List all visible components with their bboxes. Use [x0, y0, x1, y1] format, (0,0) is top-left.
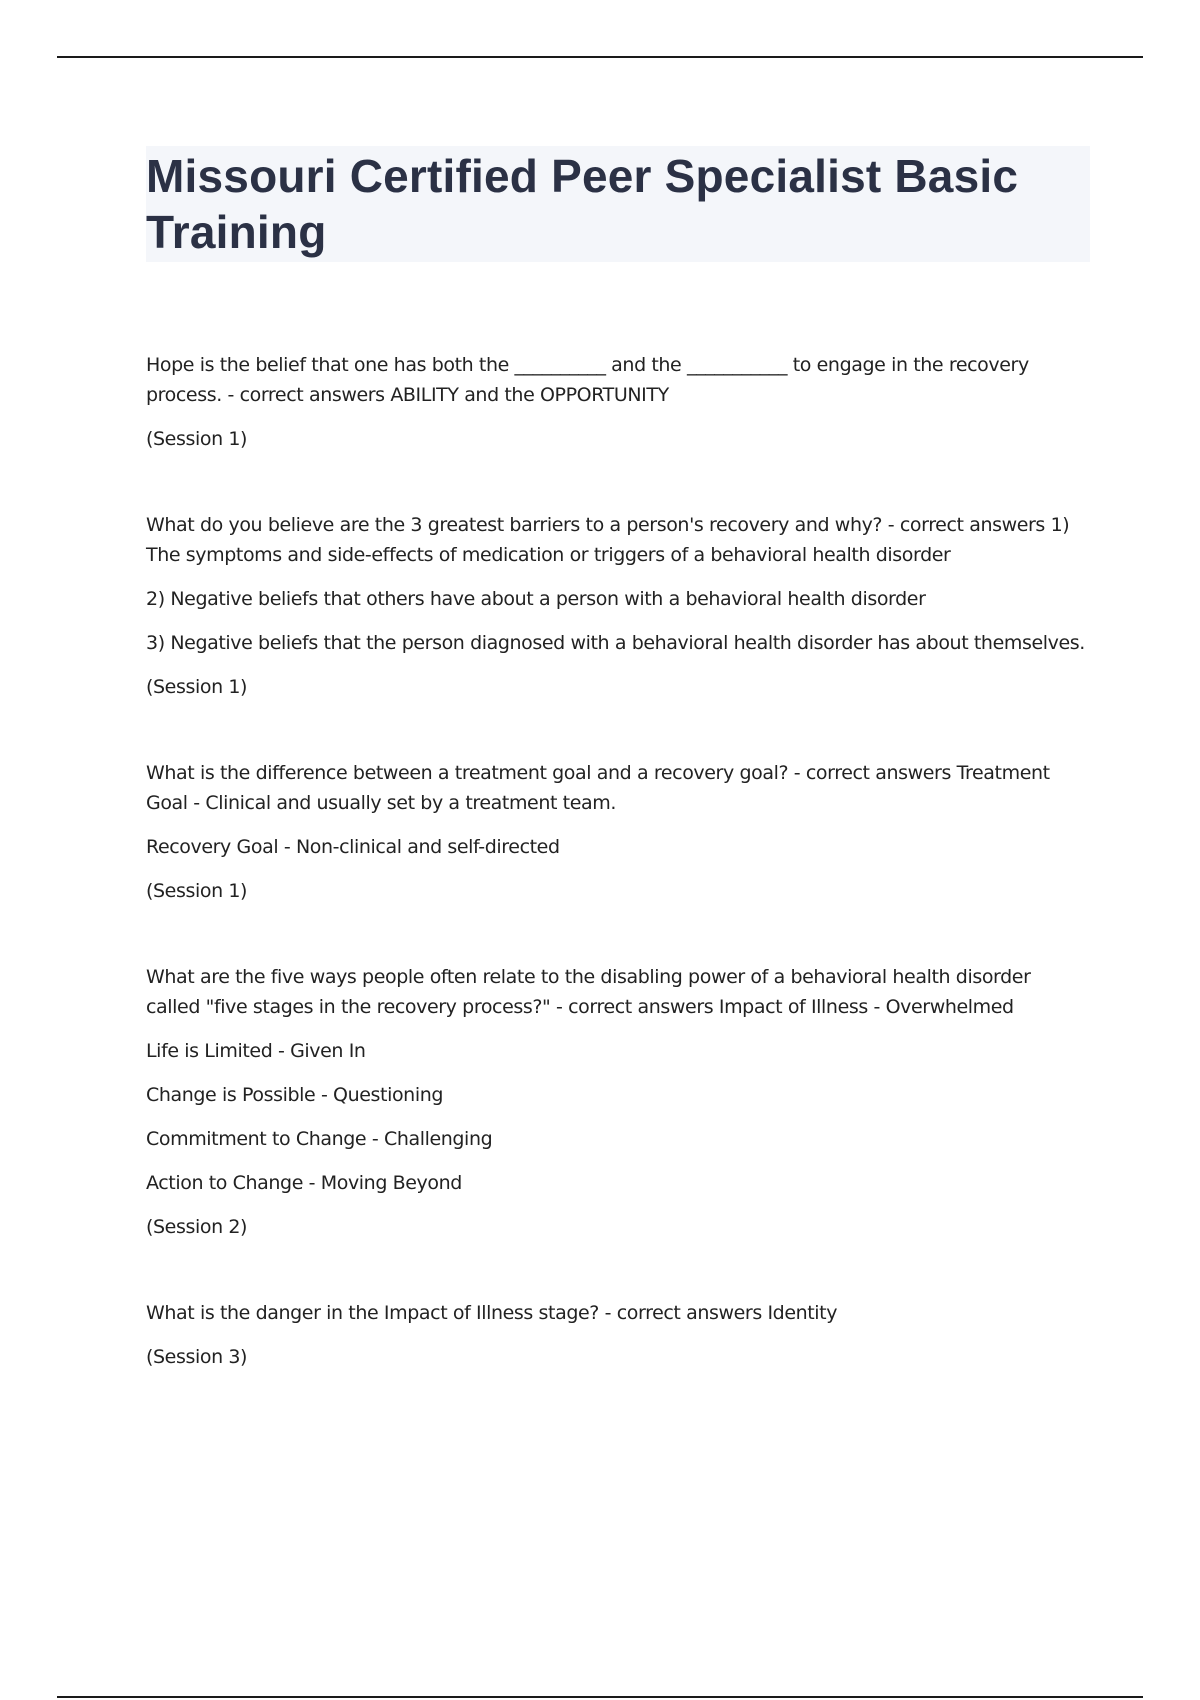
- qa-session: (Session 2): [146, 1216, 248, 1238]
- qa-detail: Recovery Goal - Non-clinical and self-directed: [146, 836, 560, 858]
- qa-session: (Session 1): [146, 880, 248, 902]
- qa-question: What do you believe are the 3 greatest barriers to a person's recovery and why? - correct answers 1) The symptoms and side-effects of medication or triggers of a behavioral health disorder: [146, 514, 1070, 566]
- qa-item: [146, 350, 1090, 454]
- qa-question: What is the danger in the Impact of Illness stage? - correct answers Identity: [146, 1302, 838, 1324]
- qa-detail: Change is Possible - Questioning: [146, 1084, 444, 1106]
- bottom-rule: [57, 1696, 1143, 1698]
- qa-session: (Session 3): [146, 1346, 248, 1368]
- qa-detail: 2) Negative beliefs that others have about a person with a behavioral health disorder: [146, 588, 926, 610]
- qa-item: [146, 1298, 1090, 1372]
- title-block: [146, 146, 1090, 262]
- qa-session: (Session 1): [146, 428, 248, 450]
- qa-question: What is the difference between a treatment goal and a recovery goal? - correct answers Treatment Goal - Clinical and usually set by a treatment team.: [146, 762, 1050, 814]
- document-page: [146, 146, 1090, 1428]
- qa-question: Hope is the belief that one has both the __________ and the ___________ to engage in the recovery process. - correct answers ABILITY and the OPPORTUNITY: [146, 354, 1029, 406]
- qa-detail: Action to Change - Moving Beyond: [146, 1172, 462, 1194]
- top-rule: [57, 56, 1143, 58]
- qa-session: (Session 1): [146, 676, 248, 698]
- qa-list: [146, 350, 1090, 1372]
- qa-detail: Life is Limited - Given In: [146, 1040, 366, 1062]
- document-title: Missouri Certified Peer Specialist Basic Training: [146, 150, 1019, 258]
- qa-question: What are the five ways people often relate to the disabling power of a behavioral health disorder called "five stages in the recovery process?" - correct answers Impact of Illness - Overwhelmed: [146, 966, 1031, 1018]
- qa-detail: 3) Negative beliefs that the person diagnosed with a behavioral health disorder has about themselves.: [146, 632, 1085, 654]
- qa-item: [146, 510, 1090, 702]
- qa-detail: Commitment to Change - Challenging: [146, 1128, 493, 1150]
- qa-item: [146, 758, 1090, 906]
- qa-item: [146, 962, 1090, 1242]
